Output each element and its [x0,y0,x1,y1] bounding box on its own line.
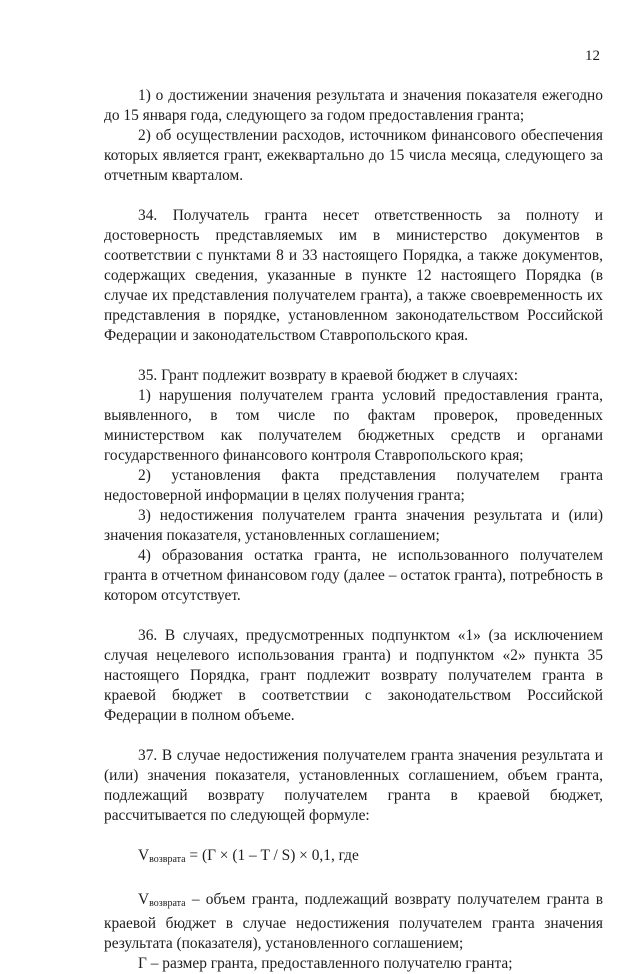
definition-text: – объем гранта, подлежащий возврату получателем гранта в краевой бюджет в случае недостижения получателем гранта значения результата (показателя), установленного соглашением; [104,891,603,952]
definition-variable: V [138,891,150,908]
formula-expression: = (Г × (1 – T / S) × 0,1, где [185,847,359,864]
formula-subscript: возврата [149,854,186,865]
paragraph-35-item-2: 2) установления факта представления получателем гранта недостоверной информации в целях получения гранта; [104,467,603,504]
definition-subscript: возврата [149,898,186,909]
refund-formula [104,846,603,870]
document-body [104,86,603,974]
paragraph-35: 35. Грант подлежит возврату в краевой бюджет в случаях: [138,367,519,384]
formula-definition-v [104,890,603,954]
paragraph-35-item-1: 1) нарушения получателем гранта условий предоставления гранта, выявленного, в том числе по фактам проверок, проведенных министерством как получателем бюджетных средств и органами государственного финансового контроля Ставропольского края; [104,387,603,464]
paragraph-33-item-1: 1) о достижении значения результата и значения показателя ежегодно до 15 января года, следующего за годом предоставления гранта; [104,87,603,124]
formula-definition-g: Г – размер гранта, предоставленного получателю гранта; [138,955,513,972]
paragraph-35-item-4: 4) образования остатка гранта, не использованного получателем гранта в отчетном финансовом году (далее – остаток гранта), потребность в котором отсутствует. [104,547,603,604]
formula-variable: V [138,847,150,864]
paragraph-36: 36. В случаях, предусмотренных подпунктом «1» (за исключением случая нецелевого использования гранта) и подпунктом «2» пункта 35 настоящего Порядка, грант подлежит возврату получателем гранта в краевой бюджет в соответствии с законодательством Российской Федерации в полном объеме. [104,627,603,724]
paragraph-33-item-2: 2) об осуществлении расходов, источником финансового обеспечения которых является грант, ежеквартально до 15 числа месяца, следующего за отчетным кварталом. [104,127,603,184]
paragraph-37: 37. В случае недостижения получателем гранта значения результата и (или) значения показателя, установленных соглашением, объем гранта, подлежащий возврату получателем гранта в краевой бюджет, рассчитывается по следующей формуле: [104,747,603,824]
page-number: 12 [585,48,600,64]
paragraph-34: 34. Получатель гранта несет ответственность за полноту и достоверность представляемых им в министерство документов в соответствии с пунктами 8 и 33 настоящего Порядка, а также документов, содержащих сведения, указанные в пункте 12 настоящего Порядка (в случае их представления получателем гранта), а также своевременность их представления в порядке, установленном законодательством Российской Федерации и законодательством Ставропольского края. [104,207,603,344]
paragraph-35-item-3: 3) недостижения получателем гранта значения результата и (или) значения показателя, установленных соглашением; [104,507,603,544]
